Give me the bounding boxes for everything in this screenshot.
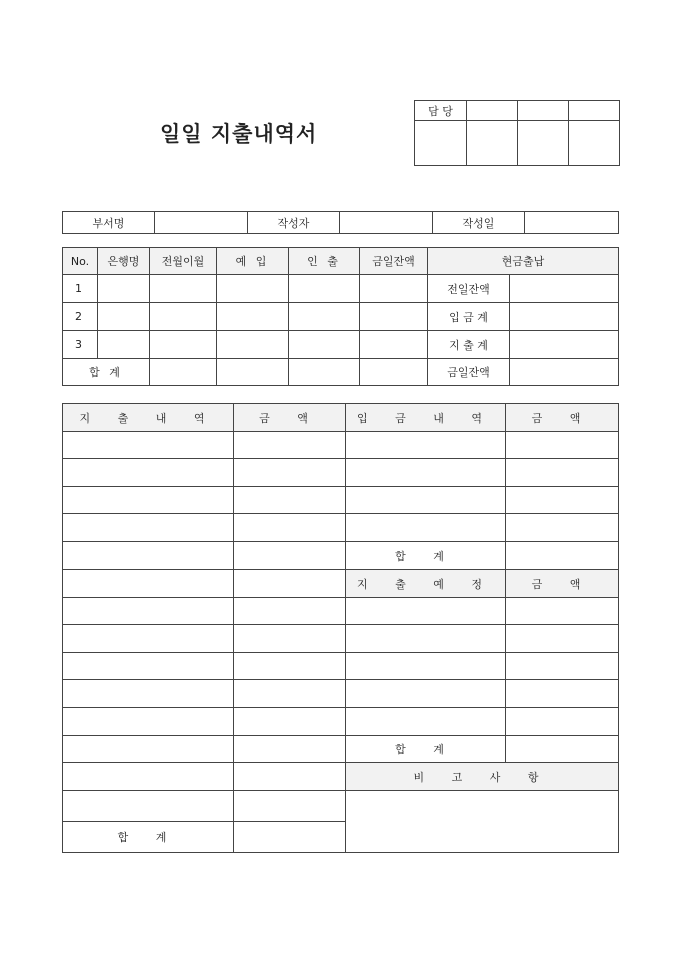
bank-table bbox=[62, 247, 619, 386]
amount-cell[interactable] bbox=[234, 791, 346, 822]
income-cell[interactable] bbox=[346, 487, 506, 514]
income-amount-header: 금 액 bbox=[506, 404, 619, 432]
approval-sign-cell[interactable] bbox=[518, 121, 569, 166]
expense-cell[interactable] bbox=[63, 514, 234, 542]
expense-cell[interactable] bbox=[63, 542, 234, 570]
plan-amount-header: 금 액 bbox=[506, 570, 619, 598]
income-cell[interactable] bbox=[346, 514, 506, 542]
row-no: 2 bbox=[63, 303, 98, 331]
income-header: 입 금 내 역 bbox=[346, 404, 506, 432]
expense-cell[interactable] bbox=[63, 570, 234, 598]
cash-label: 지 출 계 bbox=[428, 331, 510, 359]
approval-table bbox=[414, 100, 620, 166]
expense-cell[interactable] bbox=[63, 708, 234, 736]
cell[interactable] bbox=[289, 303, 360, 331]
table-row bbox=[63, 275, 619, 303]
cash-value[interactable] bbox=[510, 303, 619, 331]
cell[interactable] bbox=[98, 331, 150, 359]
plan-total-value[interactable] bbox=[506, 736, 619, 763]
col-cash: 현금출납 bbox=[428, 248, 619, 275]
income-cell[interactable] bbox=[346, 459, 506, 487]
col-withdrawal: 인 출 bbox=[289, 248, 360, 275]
expense-cell[interactable] bbox=[63, 736, 234, 763]
amount-cell[interactable] bbox=[234, 680, 346, 708]
amount-cell[interactable] bbox=[234, 763, 346, 791]
expense-cell[interactable] bbox=[63, 459, 234, 487]
approval-cell[interactable] bbox=[569, 101, 620, 121]
cell[interactable] bbox=[289, 275, 360, 303]
details-table bbox=[62, 403, 619, 853]
cash-value[interactable] bbox=[510, 359, 619, 386]
plan-amount-cell[interactable] bbox=[506, 708, 619, 736]
cash-value[interactable] bbox=[510, 275, 619, 303]
cell[interactable] bbox=[150, 303, 217, 331]
col-carryover: 전월이월 bbox=[150, 248, 217, 275]
table-row bbox=[63, 359, 619, 386]
cash-value[interactable] bbox=[510, 331, 619, 359]
cell[interactable] bbox=[98, 303, 150, 331]
dept-label: 부서명 bbox=[63, 212, 155, 234]
col-bank-name: 은행명 bbox=[98, 248, 150, 275]
writer-label: 작성자 bbox=[248, 212, 340, 234]
expense-cell[interactable] bbox=[63, 680, 234, 708]
info-table bbox=[62, 211, 619, 234]
expense-cell[interactable] bbox=[63, 598, 234, 625]
amount-cell[interactable] bbox=[234, 570, 346, 598]
expense-cell[interactable] bbox=[63, 653, 234, 680]
amount-cell[interactable] bbox=[234, 625, 346, 653]
amount-cell[interactable] bbox=[234, 432, 346, 459]
col-deposit: 예 입 bbox=[217, 248, 289, 275]
approval-sign-cell[interactable] bbox=[569, 121, 620, 166]
expense-cell[interactable] bbox=[63, 487, 234, 514]
plan-amount-cell[interactable] bbox=[506, 680, 619, 708]
dept-field[interactable] bbox=[155, 212, 248, 234]
date-label: 작성일 bbox=[433, 212, 525, 234]
page-title: 일일 지출내역서 bbox=[160, 122, 318, 146]
plan-amount-cell[interactable] bbox=[506, 653, 619, 680]
cash-label: 입 금 계 bbox=[428, 303, 510, 331]
plan-cell[interactable] bbox=[346, 680, 506, 708]
plan-cell[interactable] bbox=[346, 653, 506, 680]
amount-cell[interactable] bbox=[234, 542, 346, 570]
amount-cell[interactable] bbox=[234, 708, 346, 736]
approval-sign-cell[interactable] bbox=[415, 121, 467, 166]
approval-label: 담 당 bbox=[415, 101, 467, 121]
plan-amount-cell[interactable] bbox=[506, 625, 619, 653]
table-row bbox=[63, 331, 619, 359]
cell[interactable] bbox=[217, 275, 289, 303]
plan-cell[interactable] bbox=[346, 708, 506, 736]
approval-cell[interactable] bbox=[518, 101, 569, 121]
cell[interactable] bbox=[217, 359, 289, 386]
expense-cell[interactable] bbox=[63, 791, 234, 822]
cell[interactable] bbox=[150, 331, 217, 359]
plan-cell[interactable] bbox=[346, 625, 506, 653]
cell[interactable] bbox=[360, 275, 428, 303]
expense-cell[interactable] bbox=[63, 432, 234, 459]
amount-cell[interactable] bbox=[234, 598, 346, 625]
approval-sign-cell[interactable] bbox=[467, 121, 518, 166]
cash-label: 금일잔액 bbox=[428, 359, 510, 386]
date-field[interactable] bbox=[525, 212, 619, 234]
plan-amount-cell[interactable] bbox=[506, 598, 619, 625]
income-cell[interactable] bbox=[346, 432, 506, 459]
col-no: No. bbox=[63, 248, 98, 275]
income-amount-cell[interactable] bbox=[506, 514, 619, 542]
income-amount-cell[interactable] bbox=[506, 487, 619, 514]
bank-total-label: 합 계 bbox=[63, 359, 150, 386]
cell[interactable] bbox=[360, 331, 428, 359]
cell[interactable] bbox=[289, 331, 360, 359]
writer-field[interactable] bbox=[340, 212, 433, 234]
income-total-label: 합 계 bbox=[346, 542, 506, 570]
plan-header: 지 출 예 정 bbox=[346, 570, 506, 598]
amount-cell[interactable] bbox=[234, 514, 346, 542]
income-amount-cell[interactable] bbox=[506, 432, 619, 459]
expense-header: 지 출 내 역 bbox=[63, 404, 234, 432]
cell[interactable] bbox=[217, 303, 289, 331]
cell[interactable] bbox=[217, 331, 289, 359]
amount-cell[interactable] bbox=[234, 653, 346, 680]
table-row bbox=[63, 303, 619, 331]
approval-cell[interactable] bbox=[467, 101, 518, 121]
cell[interactable] bbox=[150, 359, 217, 386]
expense-cell[interactable] bbox=[63, 625, 234, 653]
amount-header: 금 액 bbox=[234, 404, 346, 432]
row-no: 3 bbox=[63, 331, 98, 359]
row-no: 1 bbox=[63, 275, 98, 303]
amount-cell[interactable] bbox=[234, 487, 346, 514]
cell[interactable] bbox=[360, 303, 428, 331]
income-total-value[interactable] bbox=[506, 542, 619, 570]
expense-total-value[interactable] bbox=[234, 822, 346, 853]
cash-label: 전일잔액 bbox=[428, 275, 510, 303]
plan-total-label: 합 계 bbox=[346, 736, 506, 763]
cell[interactable] bbox=[289, 359, 360, 386]
cell[interactable] bbox=[150, 275, 217, 303]
cell[interactable] bbox=[98, 275, 150, 303]
cell[interactable] bbox=[360, 359, 428, 386]
remarks-field[interactable] bbox=[346, 791, 619, 853]
amount-cell[interactable] bbox=[234, 736, 346, 763]
expense-total-label: 합 계 bbox=[63, 822, 234, 853]
plan-cell[interactable] bbox=[346, 598, 506, 625]
expense-cell[interactable] bbox=[63, 763, 234, 791]
remarks-header: 비 고 사 항 bbox=[346, 763, 619, 791]
amount-cell[interactable] bbox=[234, 459, 346, 487]
col-today-balance: 금일잔액 bbox=[360, 248, 428, 275]
income-amount-cell[interactable] bbox=[506, 459, 619, 487]
